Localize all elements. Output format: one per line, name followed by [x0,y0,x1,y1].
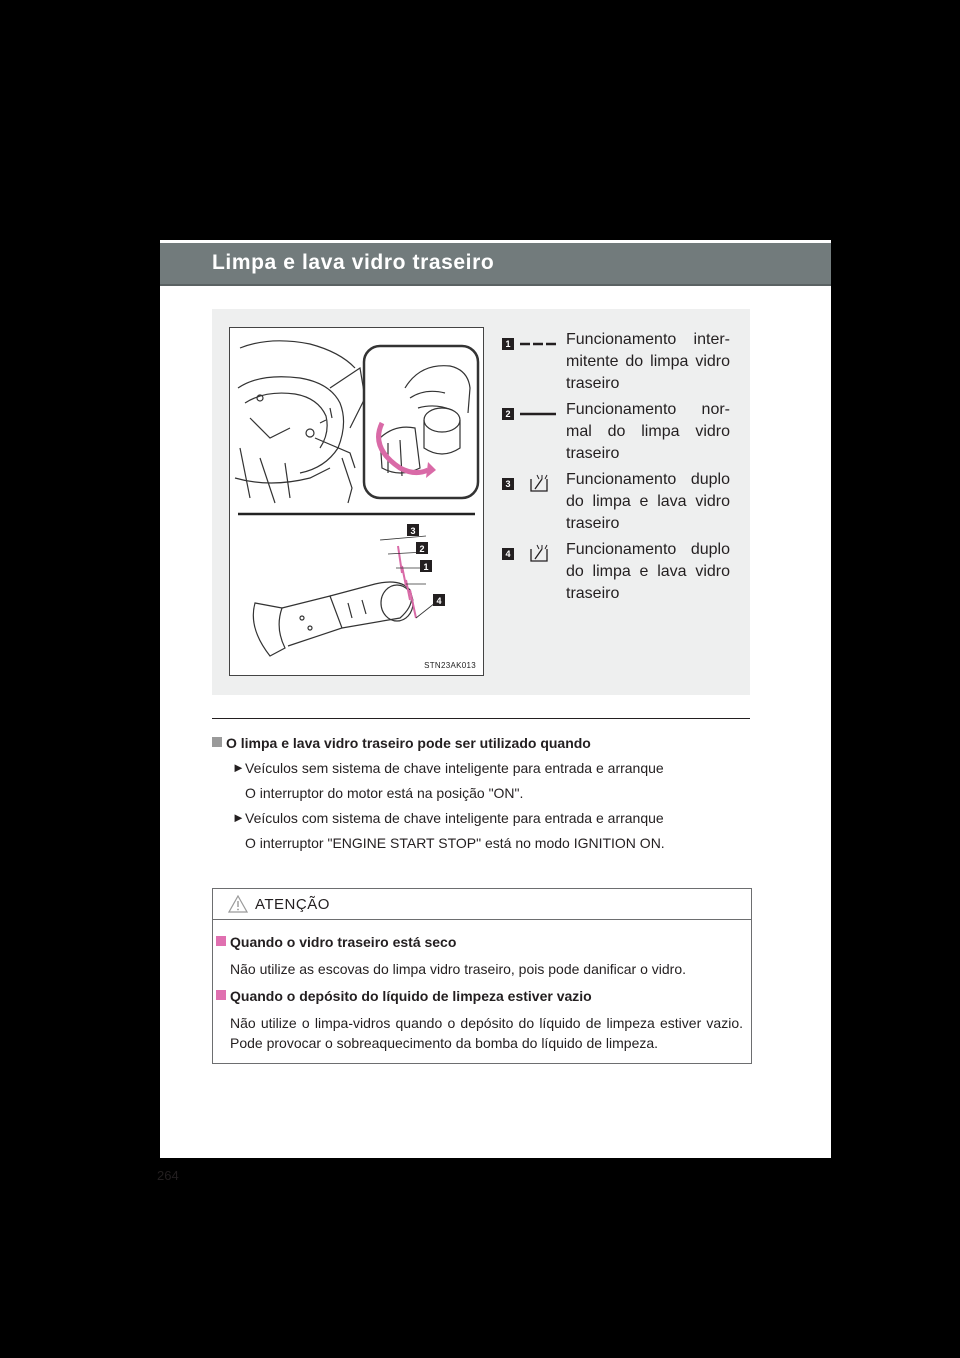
section-title: Limpa e lava vidro traseiro [212,251,495,274]
detail-inset [364,346,478,498]
warning-body [213,933,751,1053]
usage-notes [212,734,750,852]
pink-square-bullet-icon [216,990,226,1000]
section-header [160,243,831,286]
note-item-1-detail: O interruptor do motor está na posição "ON". [245,785,524,801]
figure-code: STN23AK013 [424,661,476,670]
legend-text: Funcionamento duplo do limpa e lava vidro traseiro [566,541,730,602]
washer-icon [518,543,558,565]
manual-page [160,240,831,1158]
figure-panel [212,309,750,695]
legend-text: Funcionamento duplo do limpa e lava vidro traseiro [566,471,730,532]
warning-label: ATENÇÃO [255,896,330,913]
legend-number: 2 [502,408,514,420]
legend-text: Funcionamento inter-mitente do limpa vidro traseiro [566,331,730,392]
warning-text-2: Não utilize o limpa-vidros quando o depósito do líquido de limpeza estiver vazio. Pode provocar o sobreaquecimento da bomba do líquido de limpeza. [230,1015,743,1051]
triangle-bullet-icon: ► [232,810,245,825]
gray-square-bullet-icon [212,737,222,747]
pink-square-bullet-icon [216,936,226,946]
warning-heading-1: Quando o vidro traseiro está seco [213,933,751,951]
callout-4 [433,594,445,606]
section-divider [212,718,750,719]
triangle-bullet-icon: ► [232,760,245,775]
steering-wheel-drawing [235,341,365,503]
washer-icon [518,473,558,495]
warning-heading-2: Quando o depósito do líquido de limpeza estiver vazio [213,987,751,1005]
warning-text-1: Não utilize as escovas do limpa vidro traseiro, pois pode danificar o vidro. [230,961,687,977]
callout-1 [420,560,432,572]
solid-line-icon [518,403,558,425]
wiper-lever-drawing [230,328,483,675]
callout-3 [407,524,419,536]
note-item-2-detail: O interruptor "ENGINE START STOP" está no modo IGNITION ON. [245,835,665,851]
warning-triangle-icon [228,895,248,913]
dashed-line-icon [518,333,558,355]
page-number-area [157,1167,179,1185]
svg-text:4: 4 [436,596,442,606]
position-arrows [398,546,416,618]
page-number: 264 [157,1168,179,1183]
wiper-lever [253,582,413,656]
warning-header [213,889,751,920]
legend-text: Funcionamento nor-mal do limpa vidro traseiro [566,401,730,462]
warning-box [212,888,752,1064]
callout-2 [416,542,428,554]
wiper-switch-illustration [229,327,484,676]
svg-text:2: 2 [419,544,425,554]
legend-number: 4 [502,548,514,560]
note-heading: O limpa e lava vidro traseiro pode ser utilizado quando [212,734,750,752]
svg-text:3: 3 [410,526,416,536]
note-item-1-lead: ► Veículos sem sistema de chave inteligente para entrada e arranque [232,760,664,776]
legend-number: 1 [502,338,514,350]
svg-text:1: 1 [423,562,429,572]
legend-number: 3 [502,478,514,490]
note-item-2-lead: ► Veículos com sistema de chave inteligente para entrada e arranque [232,810,664,826]
